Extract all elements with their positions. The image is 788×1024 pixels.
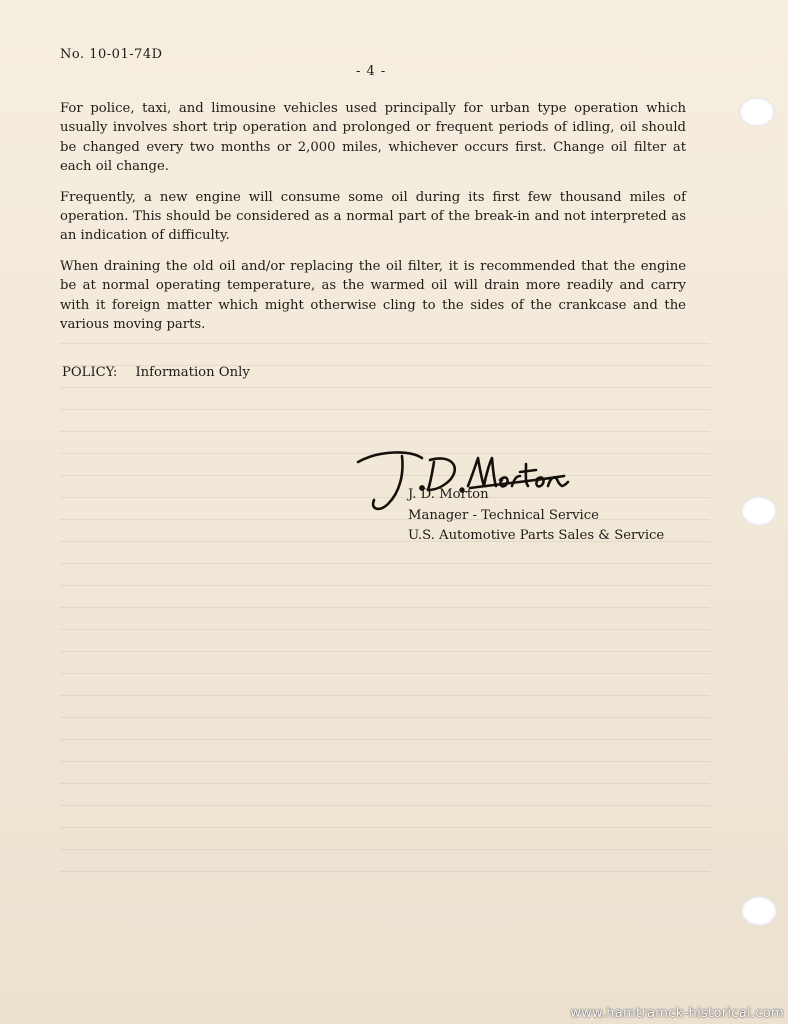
document-number: No. 10-01-74D xyxy=(60,47,163,62)
binder-hole-top xyxy=(739,97,775,127)
policy-line xyxy=(62,365,250,380)
binder-hole-bottom xyxy=(741,896,777,926)
paragraph-fleet-oil-change: For police, taxi, and limousine vehicles used principally for urban type operation which usually involves short trip operation and prolonged or frequent periods of idling, oil should be changed every two months or 2,000 miles, whichever occurs first. Change oil filter at each oil change. xyxy=(60,101,686,175)
signer-name: J. D. Morton xyxy=(408,487,489,502)
policy-label: POLICY: xyxy=(62,365,118,380)
reverse-side-bleed-through xyxy=(60,330,710,890)
signer-title: Manager - Technical Service xyxy=(408,507,599,523)
site-watermark: www.hamtramck-historical.com xyxy=(570,1006,784,1021)
paragraph-new-engine-oil: Frequently, a new engine will consume some oil during its first few thousand miles of operation. This should be considered as a normal part of the break-in and not interpreted as an indication of difficulty. xyxy=(60,189,686,244)
signer-department: U.S. Automotive Parts Sales & Service xyxy=(408,528,665,543)
body-text xyxy=(60,99,686,345)
policy-value: Information Only xyxy=(135,365,250,380)
signature-block xyxy=(408,485,664,547)
page-number: - 4 - xyxy=(356,64,387,79)
binder-hole-middle xyxy=(741,496,777,526)
paragraph-draining-oil: When draining the old oil and/or replacing the oil filter, it is recommended that the engine be at normal operating temperature, as the warmed oil will drain more readily and carry with it foreign matter which might otherwise cling to the sides of the crankcase and the various moving parts. xyxy=(60,258,686,333)
